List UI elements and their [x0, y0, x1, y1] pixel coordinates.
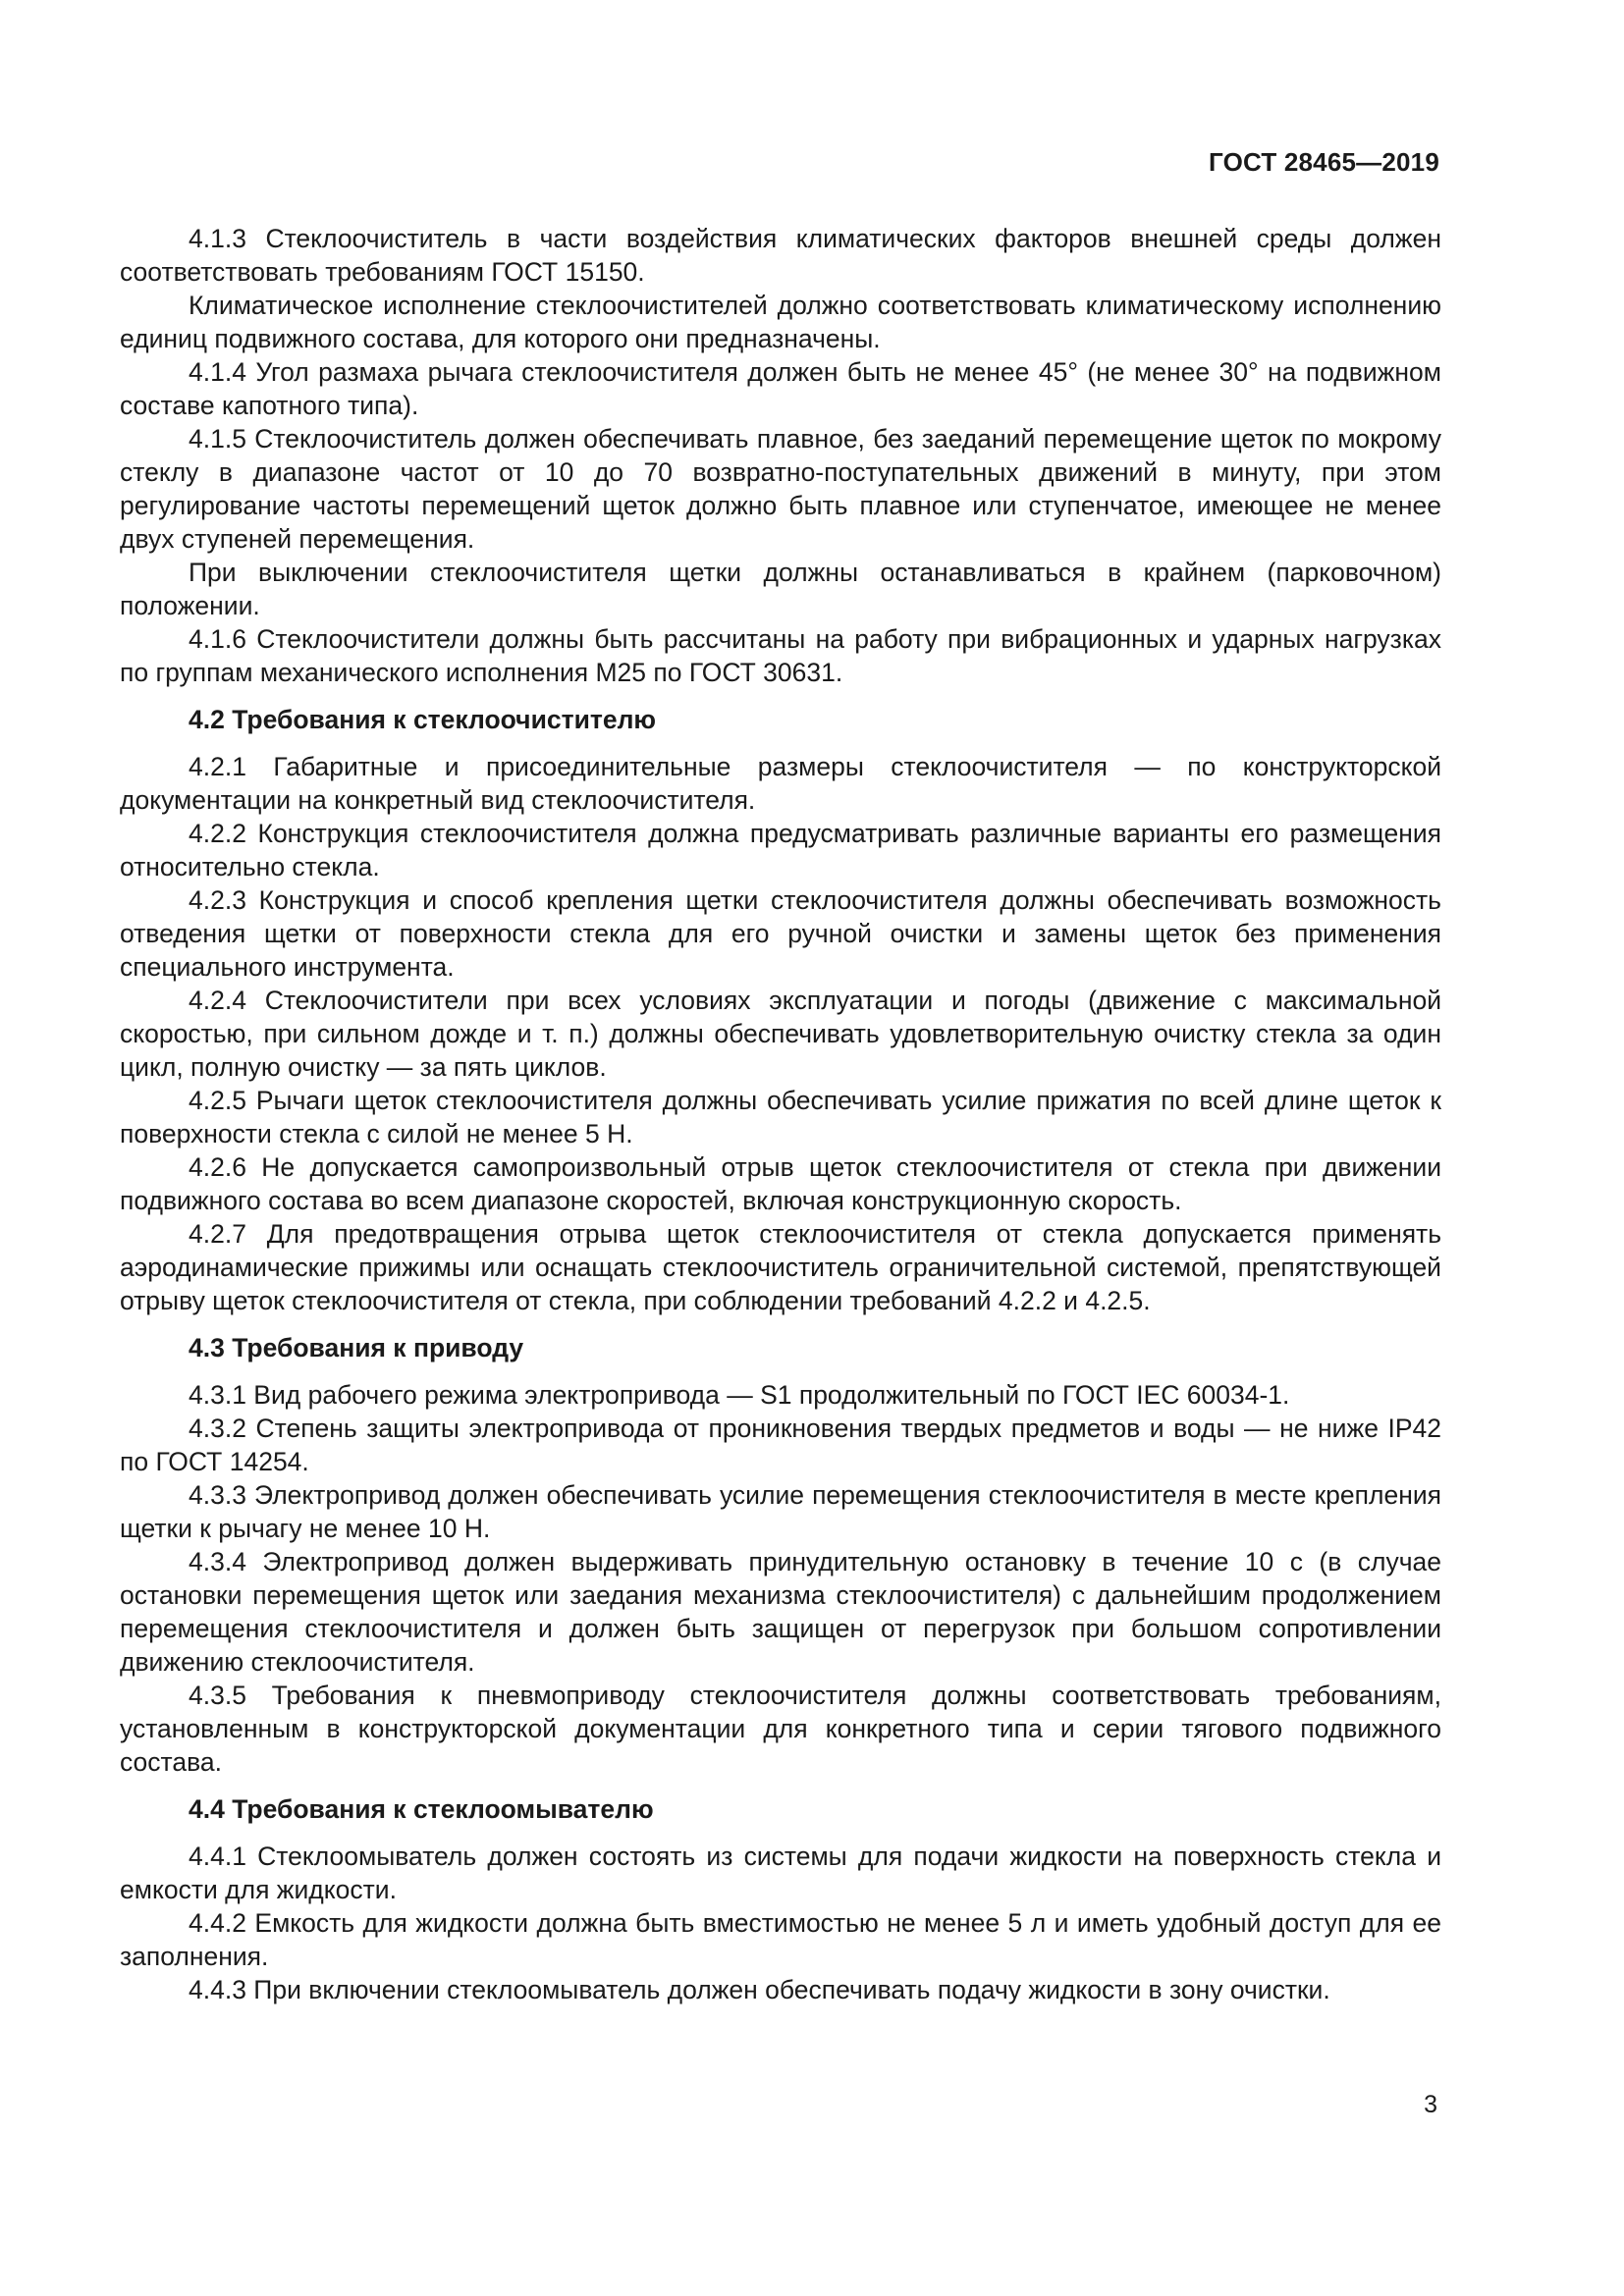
paragraph-4-1-4: 4.1.4 Угол размаха рычага стеклоочистителя должен быть не менее 45° (не менее 30° на подвижном составе капотного типа).: [120, 357, 1441, 420]
paragraph-4-2-5: 4.2.5 Рычаги щеток стеклоочистителя должны обеспечивать усилие прижатия по всей длине щеток к поверхности стекла с силой не менее 5 Н.: [120, 1086, 1441, 1148]
paragraph-4-1-6: 4.1.6 Стеклоочистители должны быть рассчитаны на работу при вибрационных и ударных нагрузках по группам механического исполнения М25 по ГОСТ 30631.: [120, 624, 1441, 687]
paragraph-4-3-5: 4.3.5 Требования к пневмоприводу стеклоочистителя должны соответствовать требованиям, установленным в конструкторской документации для конкретного типа и серии тягового подвижного состава.: [120, 1681, 1441, 1777]
paragraph-parking-position: При выключении стеклоочистителя щетки должны останавливаться в крайнем (парковочном) положении.: [120, 558, 1441, 620]
section-heading-4-2: 4.2 Требования к стеклоочистителю: [189, 705, 657, 734]
document-body: [120, 222, 1441, 2006]
paragraph-4-4-3: 4.4.3 При включении стеклоомыватель должен обеспечивать подачу жидкости в зону очистки.: [189, 1975, 1330, 2004]
paragraph-4-3-4: 4.3.4 Электропривод должен выдерживать принудительную остановку в течение 10 с (в случае остановки перемещения щеток или заедания механизма стеклоочистителя) с дальнейшим продолжением перемещения стеклоочистителя и должен быть защищен от перегрузок при большом сопротивлении движению стеклоочистителя.: [120, 1547, 1441, 1677]
paragraph-4-1-3: 4.1.3 Стеклоочиститель в части воздействия климатических факторов внешней среды должен соответствовать требованиям ГОСТ 15150.: [120, 224, 1441, 287]
paragraph-4-2-2: 4.2.2 Конструкция стеклоочистителя должна предусматривать различные варианты его размещения относительно стекла.: [120, 819, 1441, 881]
paragraph-4-4-2: 4.4.2 Емкость для жидкости должна быть вместимостью не менее 5 л и иметь удобный доступ для ее заполнения.: [120, 1908, 1441, 1971]
paragraph-4-2-7: 4.2.7 Для предотвращения отрыва щеток стеклоочистителя от стекла допускается применять аэродинамические прижимы или оснащать стеклоочиститель ограничительной системой, препятствующей отрыву щеток стеклоочистителя от стекла, при соблюдении требований 4.2.2 и 4.2.5.: [120, 1219, 1441, 1315]
paragraph-4-3-1: 4.3.1 Вид рабочего режима электропривода — S1 продолжительный по ГОСТ IEC 60034-1.: [189, 1380, 1290, 1410]
paragraph-4-2-6: 4.2.6 Не допускается самопроизвольный отрыв щеток стеклоочистителя от стекла при движении подвижного состава во всем диапазоне скоростей, включая конструкционную скорость.: [120, 1152, 1441, 1215]
section-heading-4-3: 4.3 Требования к приводу: [189, 1333, 524, 1362]
paragraph-4-2-1: 4.2.1 Габаритные и присоединительные размеры стеклоочистителя — по конструкторской документации на конкретный вид стеклоочистителя.: [120, 752, 1441, 815]
section-heading-4-4: 4.4 Требования к стеклоомывателю: [189, 1794, 654, 1824]
paragraph-4-1-5: 4.1.5 Стеклоочиститель должен обеспечивать плавное, без заеданий перемещение щеток по мокрому стеклу в диапазоне частот от 10 до 70 возвратно-поступательных движений в минуту, при этом регулирование частоты перемещений щеток должно быть плавное или ступенчатое, имеющее не менее двух ступеней перемещения.: [120, 424, 1441, 554]
paragraph-4-2-4: 4.2.4 Стеклоочистители при всех условиях эксплуатации и погоды (движение с максимальной скоростью, при сильном дожде и т. п.) должны обеспечивать удовлетворительную очистку стекла за один цикл, полную очистку — за пять циклов.: [120, 986, 1441, 1082]
paragraph-4-2-3: 4.2.3 Конструкция и способ крепления щетки стеклоочистителя должны обеспечивать возможность отведения щетки от поверхности стекла для его ручной очистки и замены щеток без применения специального инструмента.: [120, 885, 1441, 982]
paragraph-4-3-2: 4.3.2 Степень защиты электропривода от проникновения твердых предметов и воды — не ниже IP42 по ГОСТ 14254.: [120, 1414, 1441, 1476]
paragraph-4-3-3: 4.3.3 Электропривод должен обеспечивать усилие перемещения стеклоочистителя в месте крепления щетки к рычагу не менее 10 Н.: [120, 1480, 1441, 1543]
document-code-header: ГОСТ 28465—2019: [1209, 147, 1439, 177]
paragraph-climatic-version: Климатическое исполнение стеклоочистителей должно соответствовать климатическому исполнению единиц подвижного состава, для которого они предназначены.: [120, 291, 1441, 353]
page-number: 3: [1424, 2091, 1437, 2118]
paragraph-4-4-1: 4.4.1 Стеклоомыватель должен состоять из системы для подачи жидкости на поверхность стекла и емкости для жидкости.: [120, 1842, 1441, 1904]
